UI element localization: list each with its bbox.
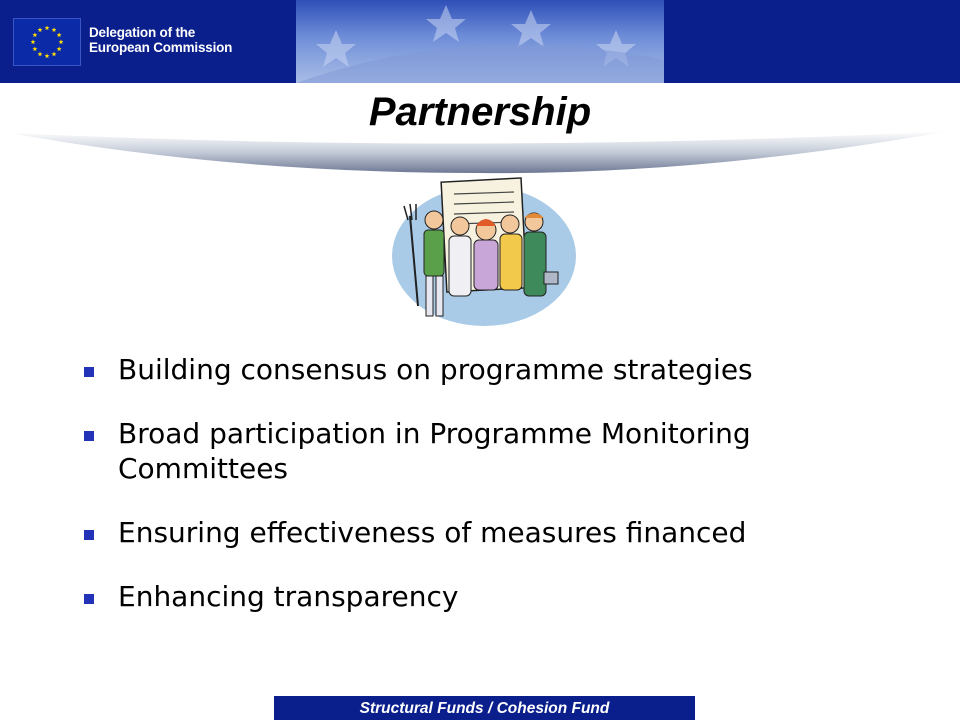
flag-star-icon <box>57 46 62 51</box>
bullet-item <box>82 352 802 387</box>
bullet-item <box>82 579 802 614</box>
org-name-line2: European Commission <box>89 40 233 55</box>
org-name-line1: Delegation of the <box>89 25 196 40</box>
flag-star-icon <box>38 52 43 57</box>
page-title: Partnership <box>368 90 592 134</box>
flag-star-icon <box>32 46 37 51</box>
flag-star-icon <box>52 52 57 57</box>
flag-star-icon <box>32 32 37 37</box>
square-bullet-icon <box>84 530 94 540</box>
header-banner-image <box>296 0 664 83</box>
footer-text: Structural Funds / Cohesion Fund <box>359 700 610 717</box>
bullet-list <box>82 352 802 643</box>
bullet-text: Broad participation in Programme Monitoring Committees <box>118 417 751 485</box>
bullet-text: Building consensus on programme strategies <box>118 353 753 386</box>
flag-star-icon <box>45 25 50 30</box>
organization-name <box>89 25 232 55</box>
flag-star-icon <box>31 39 36 44</box>
footer-bar <box>274 696 695 720</box>
flag-star-icon <box>59 39 64 44</box>
bullet-item <box>82 416 802 486</box>
bullet-text: Ensuring effectiveness of measures financed <box>118 516 747 549</box>
flag-star-icon <box>38 27 43 32</box>
flag-star-icon <box>45 53 50 58</box>
eu-flag-icon <box>13 18 81 66</box>
square-bullet-icon <box>84 367 94 377</box>
flag-star-icon <box>57 32 62 37</box>
square-bullet-icon <box>84 431 94 441</box>
header-bar <box>0 0 960 83</box>
square-bullet-icon <box>84 594 94 604</box>
people-reading-notice-board-icon <box>388 176 580 334</box>
bullet-text: Enhancing transparency <box>118 580 459 613</box>
flag-star-icon <box>52 27 57 32</box>
bullet-item <box>82 515 802 550</box>
